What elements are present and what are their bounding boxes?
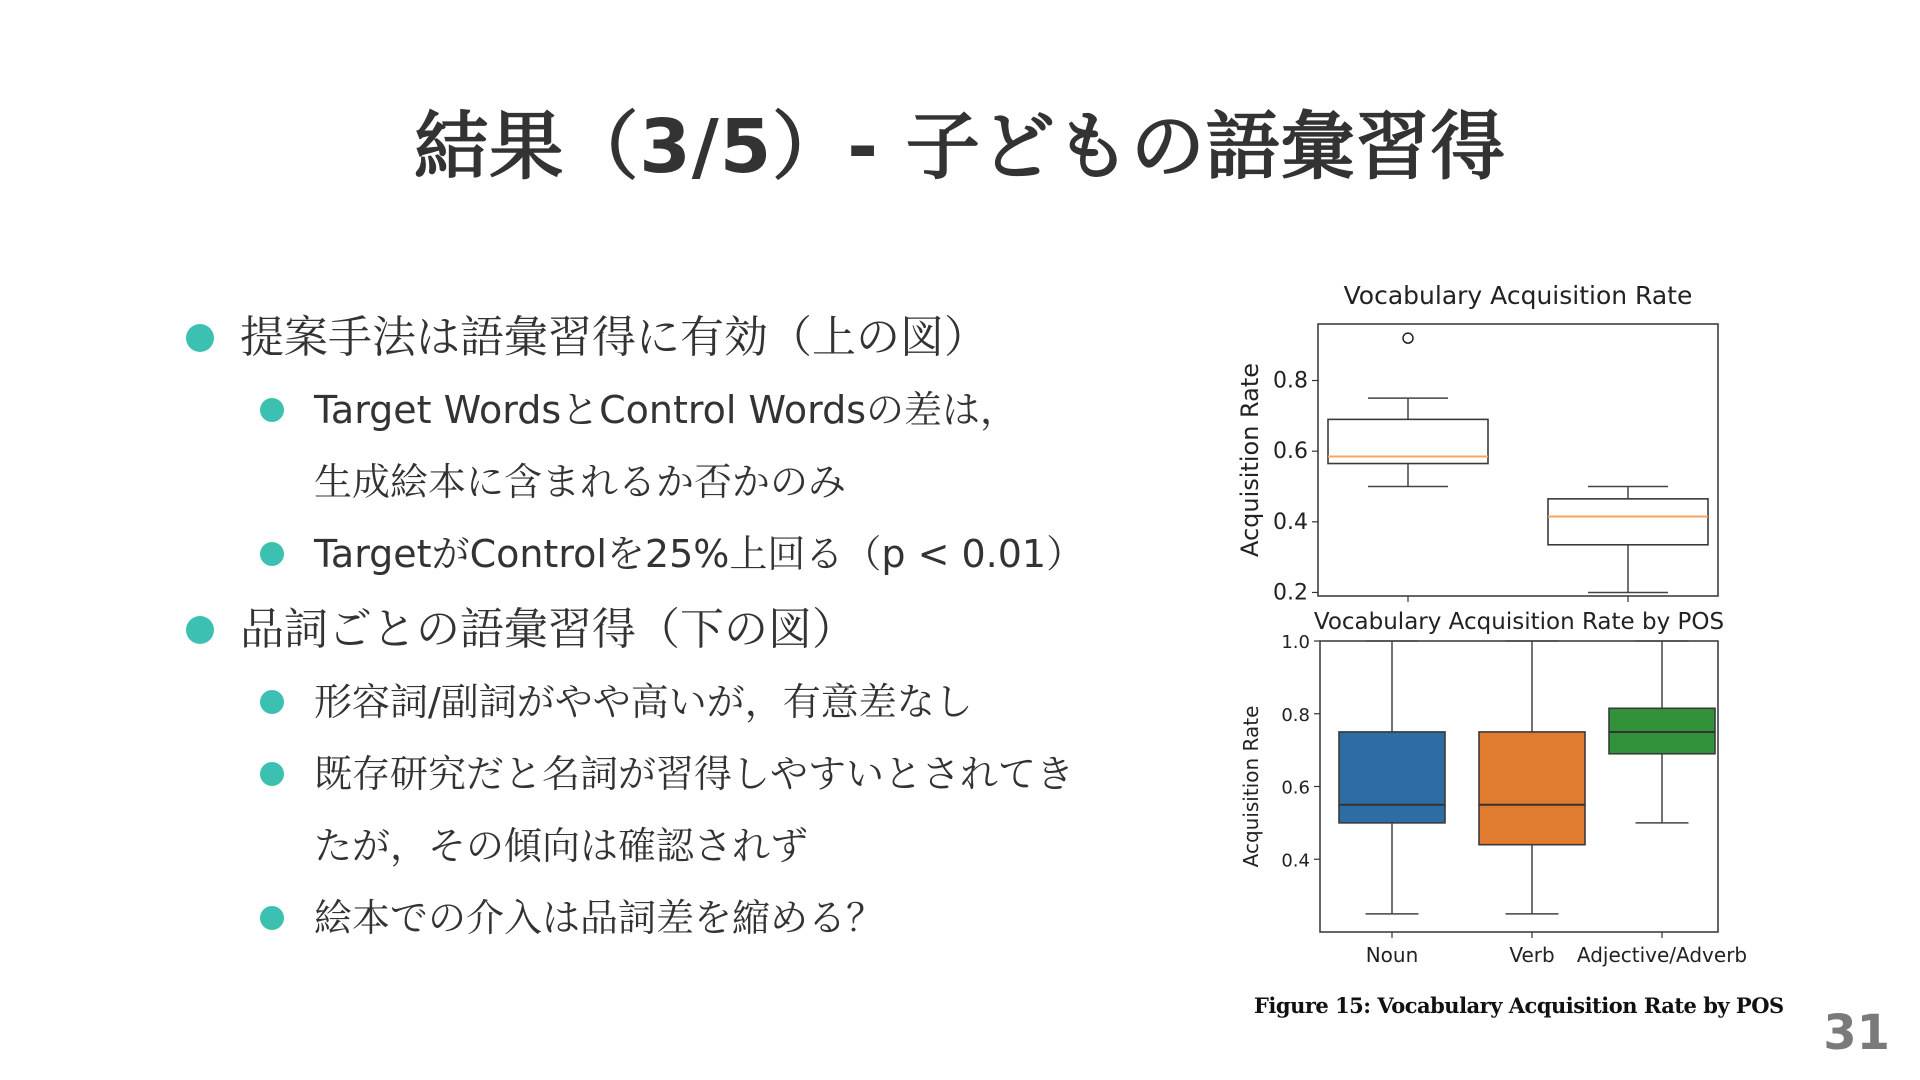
bullet-dot-icon bbox=[186, 324, 214, 352]
bullet-level2 bbox=[260, 738, 1146, 882]
bullet-list bbox=[186, 298, 1146, 954]
box bbox=[1479, 732, 1585, 845]
bullet-level1 bbox=[186, 302, 1146, 374]
box bbox=[1548, 499, 1708, 545]
bullet-level1 bbox=[186, 594, 1146, 666]
bullet-level2 bbox=[260, 518, 1146, 590]
y-axis-label: Acquisition Rate bbox=[1236, 362, 1264, 558]
bullet-text-continuation: 生成絵本に含まれるか否かのみ bbox=[314, 460, 847, 504]
bullet-text: 品詞ごとの語彙習得（下の図） bbox=[240, 604, 856, 655]
bullet-dot-icon bbox=[260, 906, 284, 930]
box-plot-figure bbox=[1234, 276, 1762, 1006]
y-tick-label: 0.6 bbox=[1273, 439, 1308, 465]
y-tick-label: 0.4 bbox=[1273, 509, 1308, 535]
bullet-text: 既存研究だと名詞が習得しやすいとされてき bbox=[314, 752, 1075, 796]
bullet-text: 形容詞/副詞がやや高いが，有意差なし bbox=[314, 680, 973, 724]
y-tick-label: 1.0 bbox=[1281, 632, 1310, 653]
bullet-text: Target WordsとControl Wordsの差は， bbox=[314, 388, 1019, 432]
y-tick-label: 0.2 bbox=[1273, 580, 1308, 606]
bullet-dot-icon bbox=[260, 690, 284, 714]
y-tick-label: 0.8 bbox=[1281, 704, 1310, 726]
y-axis-label: Acquisition Rate bbox=[1239, 705, 1263, 868]
x-tick-label: Adjective/Adverb bbox=[1576, 943, 1748, 967]
bullet-dot-icon bbox=[260, 398, 284, 422]
chart-title: Vocabulary Acquisition Rate by POS bbox=[1313, 609, 1725, 635]
bullet-text-continuation: たが，その傾向は確認されず bbox=[314, 824, 809, 868]
slide-title: 結果（3/5）- 子どもの語彙習得 bbox=[414, 104, 1506, 190]
y-tick-label: 0.8 bbox=[1273, 368, 1308, 394]
figure bbox=[1234, 276, 1762, 1026]
bullet-dot-icon bbox=[260, 762, 284, 786]
page-number: 31 bbox=[1823, 1005, 1890, 1061]
box bbox=[1339, 732, 1445, 823]
bullet-dot-icon bbox=[186, 616, 214, 644]
bullet-text: TargetがControlを25%上回る（p < 0.01） bbox=[314, 532, 1085, 576]
y-tick-label: 0.4 bbox=[1281, 850, 1310, 872]
bullet-level2 bbox=[260, 882, 1146, 954]
figure-caption: Figure 15: Vocabulary Acquisition Rate by POS bbox=[1254, 993, 1784, 1018]
chart-title: Vocabulary Acquisition Rate bbox=[1343, 281, 1693, 310]
bullet-text: 提案手法は語彙習得に有効（上の図） bbox=[240, 312, 988, 363]
bullet-level2 bbox=[260, 374, 1146, 518]
bullet-text: 絵本での介入は品詞差を縮める？ bbox=[314, 896, 885, 940]
bullet-level2 bbox=[260, 666, 1146, 738]
x-tick-label: Verb bbox=[1509, 943, 1555, 967]
x-tick-label: Noun bbox=[1365, 943, 1419, 967]
bullet-dot-icon bbox=[260, 542, 284, 566]
outlier-point bbox=[1403, 333, 1413, 343]
y-tick-label: 0.6 bbox=[1281, 777, 1310, 799]
